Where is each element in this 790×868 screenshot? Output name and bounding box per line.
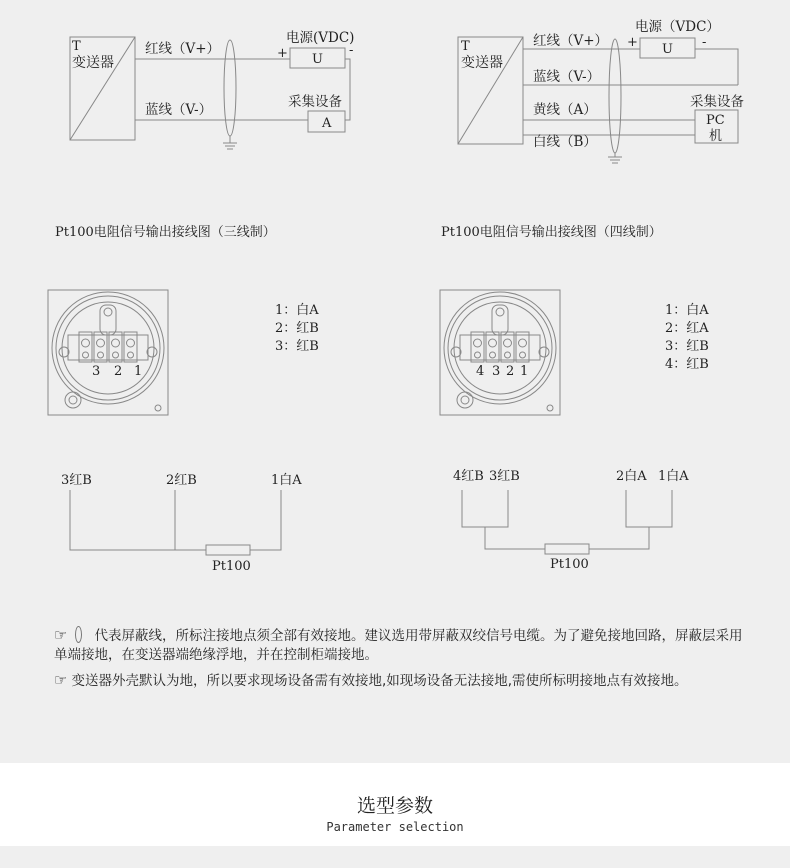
wire-label: 3红B (489, 469, 520, 484)
wire-label: 2红B (166, 473, 197, 488)
terminal-number: 3 (92, 364, 101, 379)
resistor-icon (545, 544, 589, 554)
pointing-hand-icon: ☞ (54, 671, 68, 689)
plus-label: + (277, 46, 288, 61)
diagram-3wire (55, 29, 354, 240)
a-label: A (322, 116, 332, 131)
red-wire-label: 红线（V+） (145, 41, 221, 57)
screw-icon (97, 339, 105, 347)
ground-icon (608, 153, 622, 163)
note-text: 变送器外壳默认为地，所以要求现场设备需有效接地,如现场设备无法接地,需使所标明接地点有效接地。 (71, 673, 688, 689)
u-label: U (662, 42, 673, 57)
terminal-number: 4 (476, 364, 485, 379)
legend-item: 3：红B (275, 339, 319, 354)
terminal-number: 3 (492, 364, 501, 379)
screw-icon (82, 339, 90, 347)
red-wire-label: 红线（V+） (533, 33, 609, 49)
section-header (0, 763, 790, 846)
transmitter-t: T (461, 39, 470, 54)
legend-item: 3：红B (665, 339, 709, 354)
blue-wire-label: 蓝线（V-） (533, 69, 601, 85)
legend-item: 1：白A (665, 303, 709, 318)
pointing-hand-icon: ☞ (54, 626, 68, 644)
pc-label: PC (706, 113, 725, 128)
power-label: 电源（VDC） (635, 19, 720, 35)
power-label: 电源(VDC) (286, 30, 355, 46)
diagram-4wire (441, 18, 744, 240)
terminal-number: 2 (506, 364, 515, 379)
minus-label: - (349, 43, 354, 58)
wire-label: 3红B (61, 473, 92, 488)
legend-item: 2：红B (275, 321, 319, 336)
transmitter-label: 变送器 (461, 55, 503, 71)
wire-label: 1白A (658, 469, 689, 484)
terminal-block-4wire (440, 290, 560, 415)
legend-item: 4：红B (665, 357, 709, 372)
terminal-block-3wire (48, 290, 168, 415)
resistor-icon (206, 545, 250, 555)
section-subtitle: Parameter selection (326, 820, 464, 834)
minus-label: - (702, 35, 707, 50)
note-text: 代表屏蔽线，所标注接地点须全部有效接地。建议选用带屏蔽双绞信号电缆。为了避免接地回路，屏蔽层采用单端接地，在变送器端绝缘浮地，并在控制柜端接地。 (54, 628, 743, 663)
resistor-label: Pt100 (212, 559, 251, 574)
terminal-number: 2 (114, 364, 123, 379)
note-1 (54, 626, 744, 665)
u-label: U (312, 52, 323, 67)
plus-label: + (627, 35, 638, 50)
acq-label: 采集设备 (690, 94, 744, 110)
wire-label: 1白A (271, 473, 302, 488)
legend-item: 1：白A (275, 303, 319, 318)
terminal-number: 1 (134, 364, 143, 379)
wire-label: 4红B (453, 469, 484, 484)
screw-icon (112, 339, 120, 347)
wiring-3wire (61, 473, 302, 574)
shield-icon (75, 626, 82, 643)
screw-icon (489, 339, 497, 347)
terminal-number: 1 (520, 364, 529, 379)
blue-wire-label: 蓝线（V-） (145, 102, 213, 118)
wiring-4wire (453, 469, 689, 572)
caption-4wire: Pt100电阻信号输出接线图（四线制） (441, 225, 662, 240)
wire-label: 2白A (616, 469, 647, 484)
transmitter-t: T (72, 39, 81, 54)
shield-icon (609, 39, 621, 153)
white-wire-label: 白线（B） (533, 134, 597, 150)
screw-icon (127, 339, 135, 347)
section-title: 选型参数 (356, 795, 433, 817)
note-2 (54, 671, 744, 691)
screw-icon (504, 339, 512, 347)
screw-icon (474, 339, 482, 347)
acq-label: 采集设备 (288, 94, 342, 110)
yellow-wire-label: 黄线（A） (533, 102, 597, 118)
screw-icon (519, 339, 527, 347)
notes (54, 626, 744, 697)
pc-label-2: 机 (709, 129, 723, 144)
legend-item: 2：红A (665, 321, 709, 336)
ground-icon (223, 136, 237, 149)
shield-icon (224, 40, 236, 136)
transmitter-label: 变送器 (72, 55, 114, 71)
caption-3wire: Pt100电阻信号输出接线图（三线制） (55, 225, 276, 240)
resistor-label: Pt100 (550, 557, 589, 572)
